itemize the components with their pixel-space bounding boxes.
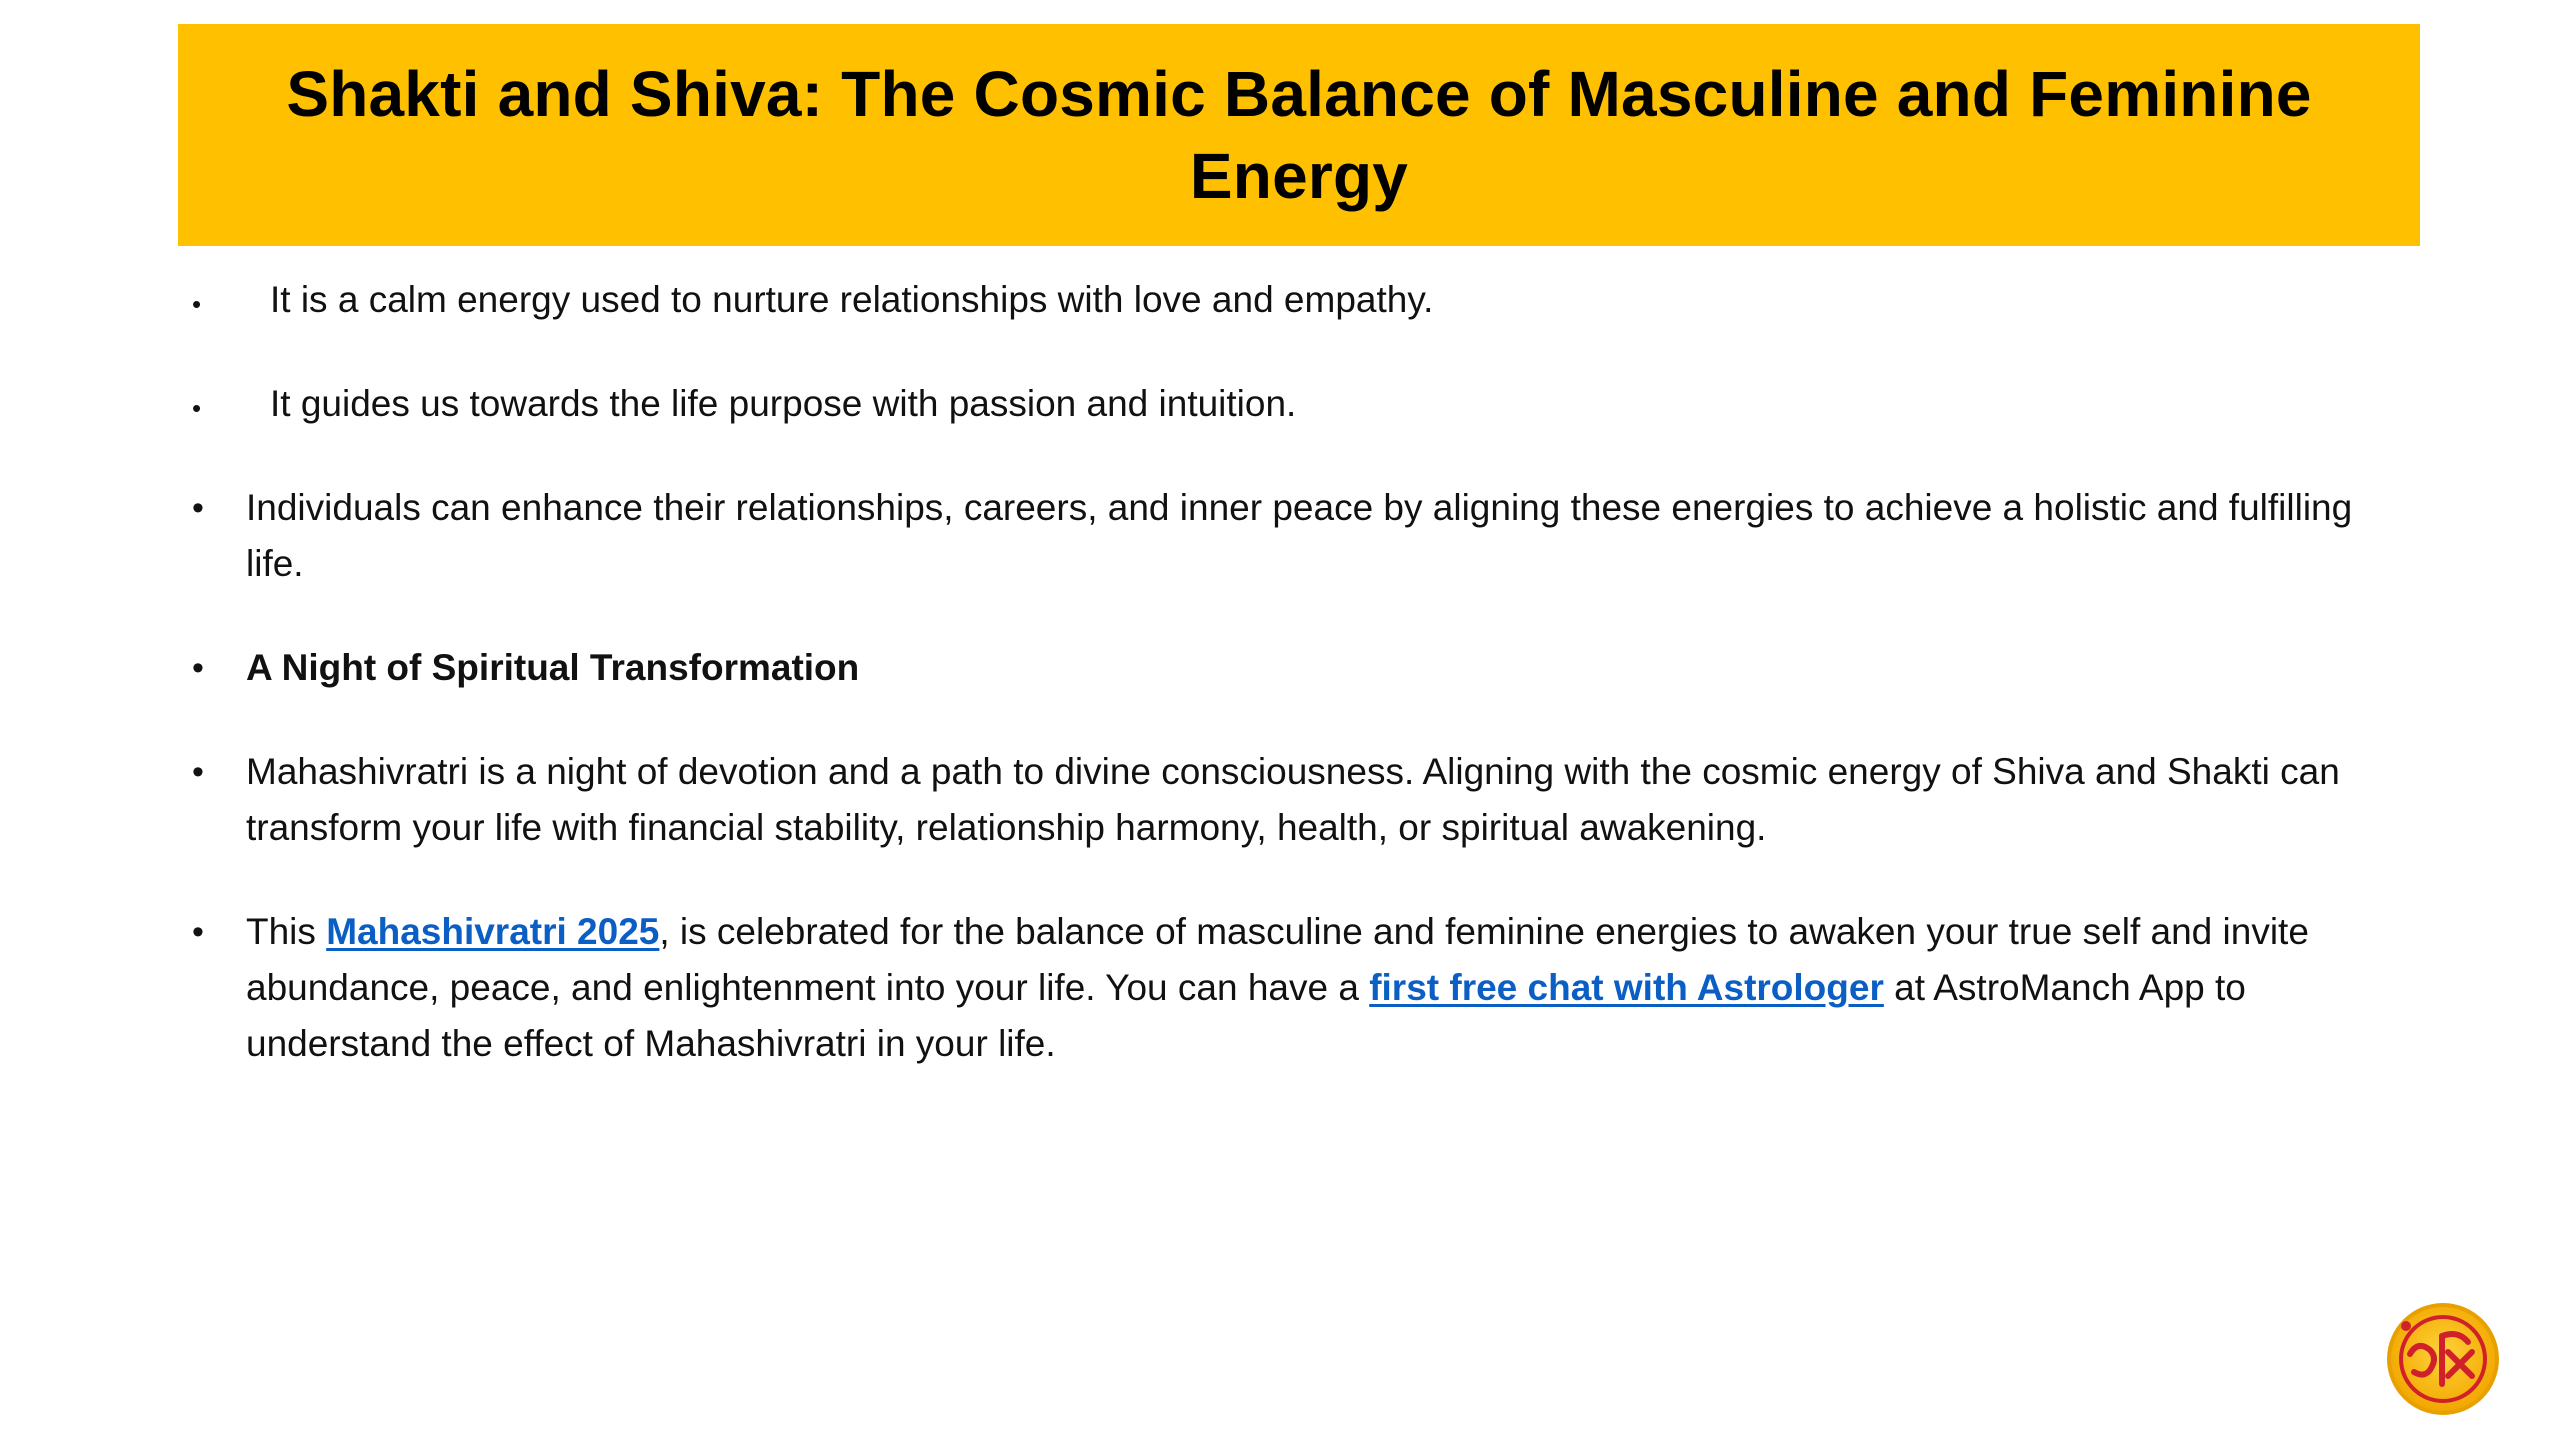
list-item xyxy=(190,744,2380,856)
mahashivratri-2025-link[interactable]: Mahashivratri 2025 xyxy=(326,911,660,952)
bullet-text: It guides us towards the life purpose with passion and intuition. xyxy=(270,383,1297,424)
bullet-dot-icon: • xyxy=(192,649,204,687)
bullet-list xyxy=(190,272,2380,1072)
text-segment: , is celebrated for the balance of masculine and feminine energies to awaken your true self and invite abundance, peace, and enlightenment into your life. You can have a xyxy=(246,911,2309,1008)
astromanch-logo-icon xyxy=(2384,1300,2502,1418)
section-heading: A Night of Spiritual Transformation xyxy=(246,647,860,688)
list-item xyxy=(190,904,2380,1072)
bullet-text: Mahashivratri is a night of devotion and a path to divine consciousness. Aligning with the cosmic energy of Shiva and Shakti can transform your life with financial stability, relationship harmony, health, or spiritual awakening. xyxy=(246,751,2340,848)
text-segment: at AstroManch App to understand the effect of Mahashivratri in your life. xyxy=(246,967,2246,1064)
bullet-dot-icon: • xyxy=(192,753,204,791)
bullet-dot-icon: • xyxy=(192,913,204,951)
list-item xyxy=(190,640,2380,696)
title-banner xyxy=(178,24,2420,246)
bullet-text: Individuals can enhance their relationships, careers, and inner peace by aligning these energies to achieve a holistic and fulfilling life. xyxy=(246,487,2353,584)
bullet-text-with-links xyxy=(246,911,2309,1064)
bullet-dot-icon: • xyxy=(192,489,204,527)
list-item xyxy=(190,272,2380,328)
page-title: Shakti and Shiva: The Cosmic Balance of Masculine and Feminine Energy xyxy=(286,58,2312,212)
bullet-dot-icon: • xyxy=(192,289,202,319)
list-item xyxy=(190,480,2380,592)
bullet-text: It is a calm energy used to nurture relationships with love and empathy. xyxy=(270,279,1434,320)
text-segment: This xyxy=(246,911,327,952)
free-chat-astrologer-link[interactable]: first free chat with Astrologer xyxy=(1369,967,1884,1008)
list-item xyxy=(190,376,2380,432)
bullet-dot-icon: • xyxy=(192,393,202,423)
